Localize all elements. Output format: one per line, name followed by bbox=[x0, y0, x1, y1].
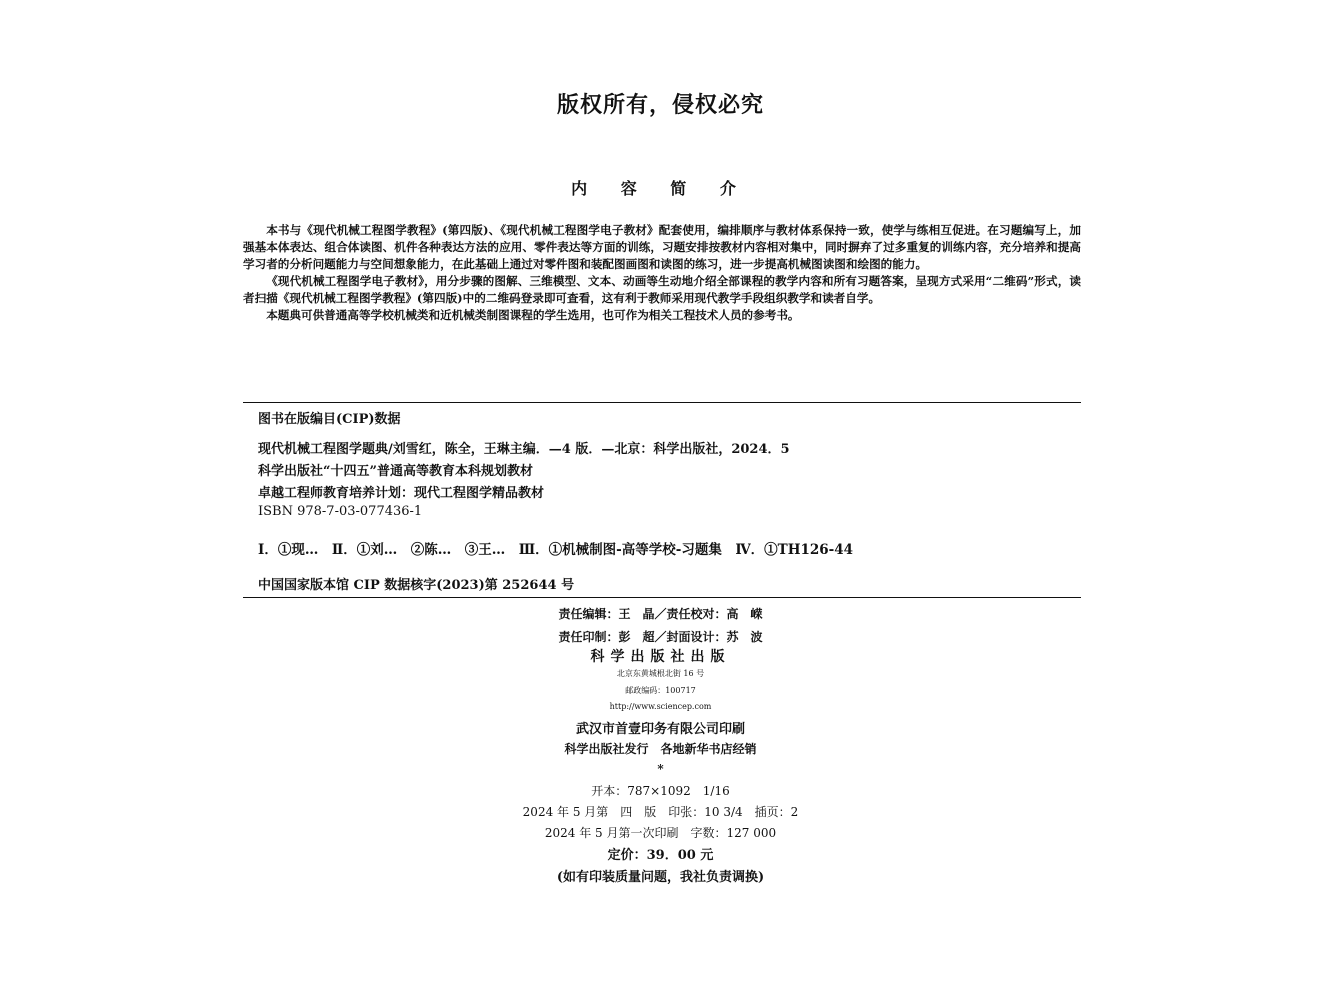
quality-notice: (如有印装质量问题，我社负责调换) bbox=[556, 870, 765, 885]
printer-company: 武汉市首壹印务有限公司印刷 bbox=[575, 722, 745, 737]
intro-paragraph: 本书与《现代机械工程图学教程》(第四版)、《现代机械工程图学电子教材》配套使用，编排顺序与教材体系保持一致，使学与练相互促进。在习题编写上，加强基本体表达、组合体读图、机件各种表达方法的应用、零件表达等方面的训练，习题安排按教材内容相对集中，同时摒弃了过多重复的训练内容，充分培养和提高学习者的分析问题能力与空间想象能力，在此基础上通过对零件图和装配图画图和读图的练习，进一步提高机械图读图和绘图的能力。 bbox=[243, 223, 1081, 271]
separator-mark: * bbox=[657, 762, 664, 776]
cip-number: 中国国家版本馆 CIP 数据核字(2023)第 252644 号 bbox=[258, 578, 575, 593]
cip-series-line: 科学出版社“十四五”普通高等教育本科规划教材 bbox=[258, 464, 533, 479]
cip-bottom-rule bbox=[243, 597, 1081, 598]
cip-top-rule bbox=[243, 402, 1081, 403]
distribution-info: 科学出版社发行 各地新华书店经销 bbox=[564, 742, 757, 756]
edition-info: 2024 年 5 月第 四 版 印张：10 3/4 插页：2 bbox=[522, 805, 799, 819]
responsible-editors: 责任编辑：王 晶／责任校对：高 嵘 bbox=[558, 607, 763, 621]
cip-heading: 图书在版编目(CIP)数据 bbox=[258, 412, 401, 427]
publisher-url: http://www.sciencep.com bbox=[609, 702, 712, 711]
cip-isbn: ISBN 978-7-03-077436-1 bbox=[258, 504, 423, 519]
price: 定价：39．00 元 bbox=[607, 848, 714, 863]
responsible-printing: 责任印制：彭 超／封面设计：苏 波 bbox=[558, 630, 763, 644]
intro-title: 内 容 简 介 bbox=[571, 179, 750, 198]
intro-paragraph: 本题典可供普通高等学校机械类和近机械类制图课程的学生选用，也可作为相关工程技术人员的参考书。 bbox=[266, 308, 800, 322]
printing-info: 2024 年 5 月第一次印刷 字数：127 000 bbox=[544, 826, 777, 840]
publisher-address: 北京东黄城根北街 16 号 bbox=[616, 669, 705, 678]
publisher-name: 科学出版社出版 bbox=[590, 649, 731, 665]
cip-classification: Ⅰ．①现… Ⅱ．①刘… ②陈… ③王… Ⅲ．①机械制图-高等学校-习题集 Ⅳ．①TH126-44 bbox=[258, 542, 854, 558]
cip-title-line: 现代机械工程图学题典/刘雪红，陈全，王琳主编．—4 版．—北京：科学出版社，2024．5 bbox=[258, 442, 790, 457]
format-info: 开本：787×1092 1/16 bbox=[591, 784, 730, 798]
publisher-postcode: 邮政编码：100717 bbox=[625, 686, 696, 695]
copyright-notice: 版权所有，侵权必究 bbox=[556, 92, 764, 118]
cip-program-line: 卓越工程师教育培养计划：现代工程图学精品教材 bbox=[258, 486, 545, 501]
intro-paragraph: 《现代机械工程图学电子教材》，用分步骤的图解、三维模型、文本、动画等生动地介绍全部课程的教学内容和所有习题答案，呈现方式采用“二维码”形式，读者扫描《现代机械工程图学教程》(第四版)中的二维码登录即可查看，这有利于教师采用现代教学手段组织教学和读者自学。 bbox=[243, 274, 1081, 305]
intro-body bbox=[243, 222, 1081, 324]
